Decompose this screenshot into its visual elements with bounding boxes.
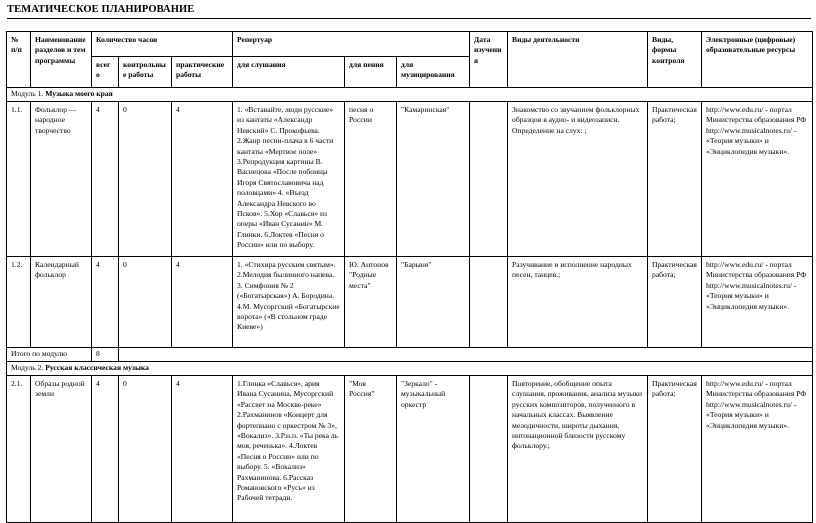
row-control-form: Практическая работа; [648, 102, 702, 257]
module-2-name: Русская классическая музыка [45, 363, 149, 372]
header-repertoire: Репертуар [233, 32, 470, 57]
row-resources: http://www.edu.ru/ - портал Министерства образования РФ http://www.musicalnotes.ru/ - «Теория музыки» и «Энциклопедия музыки». [702, 376, 813, 523]
row-num: 2.1. [7, 376, 31, 523]
module-1-row [7, 88, 813, 102]
row-control-hours: 0 [119, 102, 172, 257]
row-music-making: "Барыня" [397, 257, 470, 348]
header-date: Дата изучения [470, 32, 508, 88]
row-listening: 1. «Вставайте, люди русские» из кантаты «Александр Невский» С. Прокофьева. 2.Жанр песни-плача в 6 части кантаты «Мертвое поле» 3.Репродукция картины В. Васнецова «После побоища Игоря Святославовича над половцами» 4. «Въезд Александра Невского во Псков». 5.Хор «Славься» из оперы «Иван Сусанин» М. Глинки. 6.Локтев «Песня о России» или по выбору. [233, 102, 345, 257]
table-row [7, 102, 813, 257]
row-section: Образы родной земли [31, 376, 92, 523]
row-activities: Разучивание и исполнение народных песен, танцев.; [508, 257, 648, 348]
row-control-form: Практическая работа; [648, 376, 702, 523]
module-1-cell [7, 88, 813, 102]
row-section: Календарный фольклор [31, 257, 92, 348]
row-resources: http://www.edu.ru/ - портал Министерства образования РФ http://www.musicalnotes.ru/ - «Теория музыки» и «Энциклопедия музыки». [702, 102, 813, 257]
module-total-label: Итого по модулю [7, 348, 92, 362]
row-date [470, 257, 508, 348]
header-row-1 [7, 32, 813, 57]
module-1-prefix: Модуль 1. [11, 89, 46, 98]
header-section: Наименование разделов и тем программы [31, 32, 92, 88]
module-total-empty [119, 348, 813, 362]
row-listening: 1. «Стихира русским святым». 2.Мелодия былинного напева. 3. Симфония № 2 («Богатырская») А. Бородина. 4.М. Мусоргский «Богатырские ворота» («В стольном граде Киеве») [233, 257, 345, 348]
header-control-works: контрольные работы [119, 57, 172, 88]
header-resources: Электронные (цифровые) образовательные ресурсы [702, 32, 813, 88]
module-2-row [7, 362, 813, 376]
row-music-making: "Камаринская" [397, 102, 470, 257]
row-practical-hours: 4 [172, 376, 233, 523]
row-control-hours: 0 [119, 257, 172, 348]
row-activities: Знакомство со звучанием фольклорных образцов в аудио- и видеозаписи. Определение на слух: ; [508, 102, 648, 257]
row-date [470, 376, 508, 523]
row-total-hours: 4 [92, 376, 119, 523]
header-music-making: для музицирования [397, 57, 470, 88]
row-activities: Повторение, обобщение опыта слушания, проживания, анализа музыки русских композиторов, полученного в начальных классах. Выявление мелодичности, широты дыхания, интонационной близости русскому фольклору.; [508, 376, 648, 523]
row-practical-hours: 4 [172, 102, 233, 257]
row-singing: Ю. Антонов "Родные места" [345, 257, 397, 348]
header-total: всего [92, 57, 119, 88]
header-hours: Количество часов [92, 32, 233, 57]
row-control-hours: 0 [119, 376, 172, 523]
row-singing: песня о России [345, 102, 397, 257]
module-1-total-row [7, 348, 813, 362]
row-total-hours: 4 [92, 257, 119, 348]
row-listening: 1.Глинка «Славься», ария Ивана Сусанина, Мусоргский «Рассвет на Москве-реке» 2.Рахманинов «Концерт для фортепиано с оркестром № 3», «Вокализ». 3.Р.н.п. «Ты река ль моя, реченька». 4.Локтев «Песня о России» или по выбору. 5. «Вокализ» Рахманинова. 6.Рассказ Романовского «Русь» из Рабочей тетради. [233, 376, 345, 523]
row-num: 1.2. [7, 257, 31, 348]
module-2-prefix: Модуль 2. [11, 363, 46, 372]
page-title: ТЕМАТИЧЕСКОЕ ПЛАНИРОВАНИЕ [7, 4, 195, 15]
table-row [7, 376, 813, 523]
header-activities: Виды деятельности [508, 32, 648, 88]
module-2-cell [7, 362, 813, 376]
table-row [7, 257, 813, 348]
module-1-name: Музыка моего края [45, 89, 113, 98]
title-divider [7, 18, 811, 19]
row-singing: "Моя Россия" [345, 376, 397, 523]
planning-table [6, 31, 813, 523]
row-date [470, 102, 508, 257]
row-total-hours: 4 [92, 102, 119, 257]
header-practical-works: практические работы [172, 57, 233, 88]
row-control-form: Практическая работа; [648, 257, 702, 348]
header-singing: для пения [345, 57, 397, 88]
row-resources: http://www.edu.ru/ - портал Министерства образования РФ http://www.musicalnotes.ru/ - «Теория музыки» и «Энциклопедия музыки». [702, 257, 813, 348]
module-total-value: 8 [92, 348, 119, 362]
header-num: № п/п [7, 32, 31, 88]
row-section: Фольклор — народное творчество [31, 102, 92, 257]
header-listening: для слушания [233, 57, 345, 88]
row-num: 1.1. [7, 102, 31, 257]
row-practical-hours: 4 [172, 257, 233, 348]
header-control: Виды, формы контроля [648, 32, 702, 88]
row-music-making: "Зеркало" - музыкальный оркестр [397, 376, 470, 523]
